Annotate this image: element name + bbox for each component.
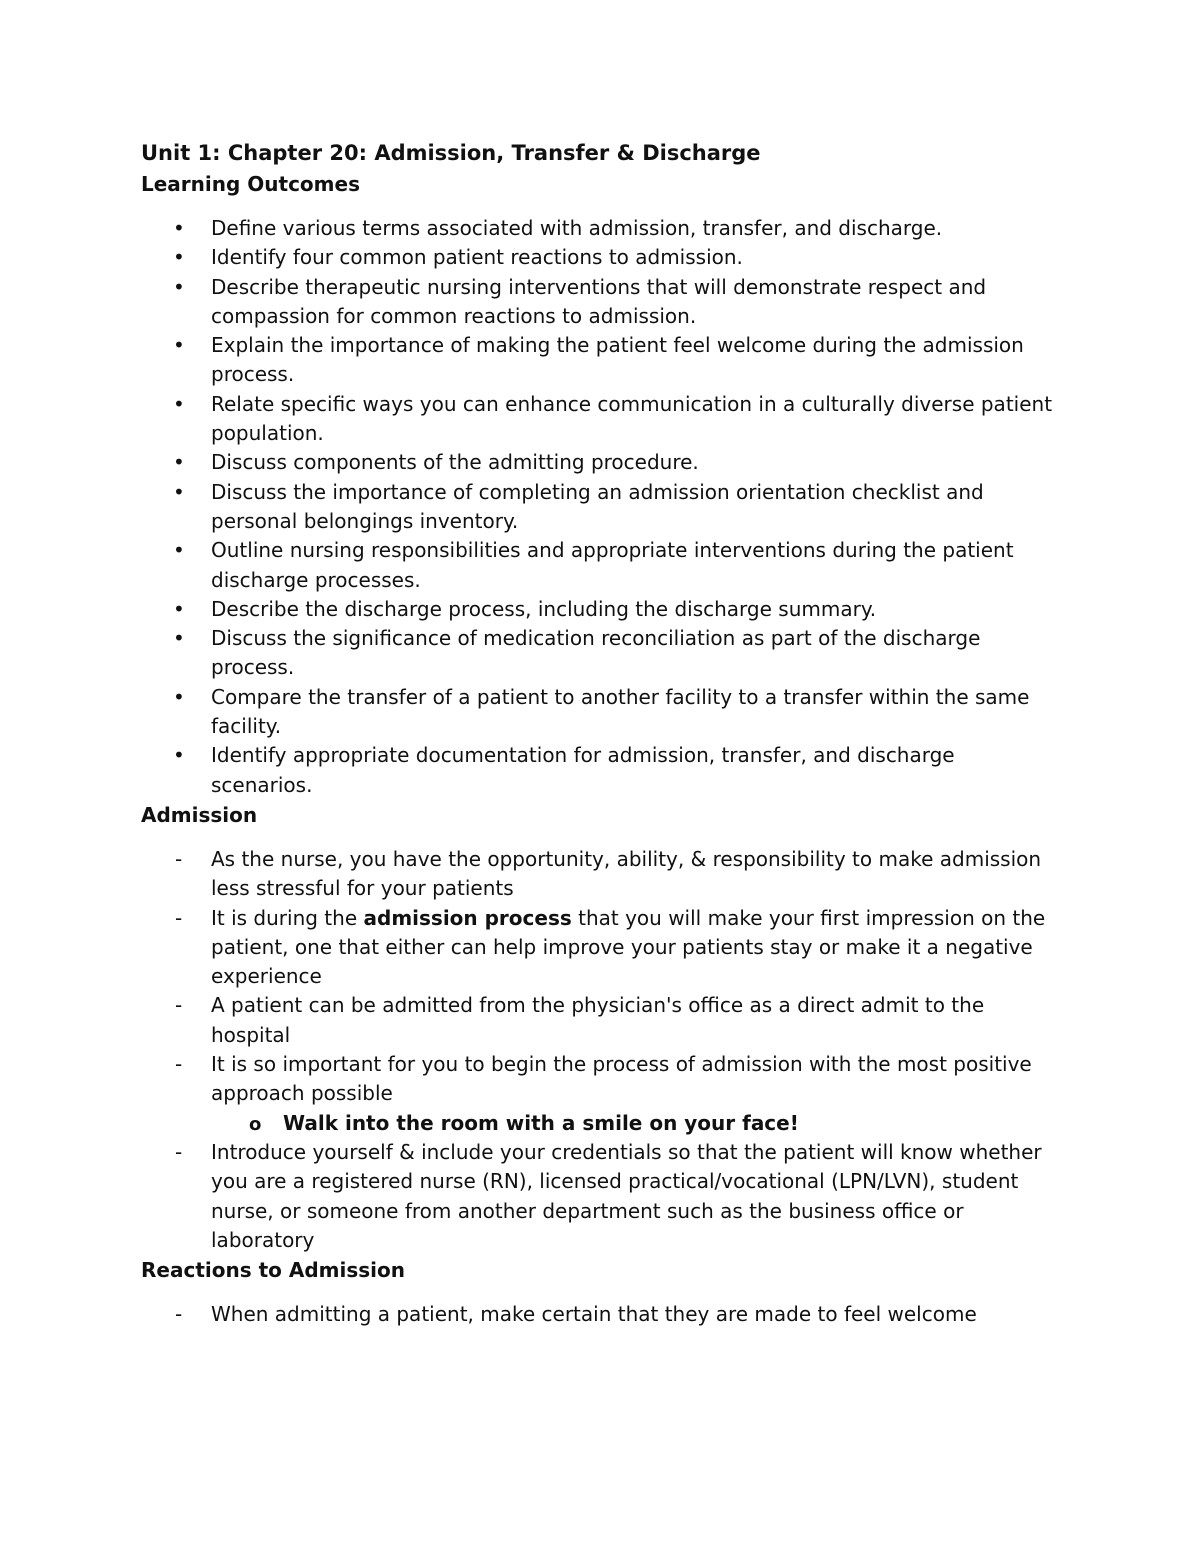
- bullet-icon: •: [173, 391, 185, 416]
- list-item: • Discuss the importance of completing an admission orientation checklist and personal belongings inventory.: [173, 479, 984, 533]
- dash-icon: -: [175, 905, 183, 930]
- dash-icon: -: [175, 1139, 183, 1164]
- learning-outcomes-heading: Learning Outcomes: [141, 172, 360, 196]
- list-item: - As the nurse, you have the opportunity, ability, & responsibility to make admission less stressful for your patients: [175, 846, 1042, 901]
- dash-icon: -: [175, 1302, 183, 1327]
- bullet-icon: •: [173, 684, 185, 709]
- document-content: [141, 138, 1061, 1329]
- bullet-icon: •: [173, 216, 185, 240]
- list-item: • Explain the importance of making the patient feel welcome during the admission process.: [173, 333, 1024, 387]
- bullet-icon: •: [173, 538, 185, 563]
- list-item: • Compare the transfer of a patient to another facility to a transfer within the same facility.: [173, 684, 1030, 739]
- bold-term: admission process: [363, 905, 572, 930]
- dash-icon: -: [175, 993, 183, 1018]
- list-item: • Identify four common patient reactions to admission.: [141, 243, 1061, 272]
- list-item: - It is so important for you to begin the process of admission with the most positive approach possible o Walk into the room with a smile on your face!: [141, 1050, 1061, 1138]
- reactions-heading: Reactions to Admission: [141, 1258, 405, 1283]
- list-item: - Introduce yourself & include your credentials so that the patient will know whether you are a registered nurse (RN), licensed practical/vocational (LPN/LVN), student nurse, or someone from another department such as the business office or laboratory: [175, 1139, 1042, 1252]
- list-item: • Discuss the significance of medication reconciliation as part of the discharge process.: [173, 626, 981, 680]
- list-item: • Describe the discharge process, including the discharge summary.: [141, 595, 1061, 624]
- learning-outcomes-list: [141, 214, 1061, 800]
- bullet-icon: •: [173, 333, 185, 358]
- bullet-icon: •: [173, 596, 185, 621]
- circle-bullet-icon: o: [249, 1113, 262, 1135]
- list-item: • Describe therapeutic nursing interventions that will demonstrate respect and compassion for common reactions to admission.: [173, 274, 987, 328]
- document-title: Unit 1: Chapter 20: Admission, Transfer & Discharge: [141, 141, 761, 165]
- dash-icon: -: [175, 846, 183, 871]
- admission-heading: Admission: [141, 802, 258, 827]
- list-item: • Relate specific ways you can enhance communication in a culturally diverse patient population.: [173, 391, 1053, 446]
- bullet-icon: •: [173, 245, 185, 270]
- list-item: • Define various terms associated with admission, transfer, and discharge.: [141, 214, 1061, 243]
- admission-sub-list: [141, 1109, 1061, 1138]
- bullet-icon: •: [173, 450, 185, 475]
- bullet-icon: •: [173, 743, 185, 768]
- admission-list: [141, 845, 1061, 1255]
- reactions-list: [141, 1300, 1061, 1329]
- list-item: • Identify appropriate documentation for admission, transfer, and discharge scenarios.: [173, 743, 955, 797]
- list-item: - A patient can be admitted from the physician's office as a direct admit to the hospital: [175, 993, 985, 1047]
- sub-list-item: o Walk into the room with a smile on your face!: [141, 1109, 1061, 1138]
- list-item: - It is during the admission process that you will make your first impression on the patient, one that either can help improve your patients stay or make it a negative experience: [175, 905, 1046, 989]
- dash-icon: -: [175, 1052, 183, 1077]
- list-item: - When admitting a patient, make certain that they are made to feel welcome: [141, 1300, 1061, 1329]
- bullet-icon: •: [173, 274, 185, 299]
- list-item: • Discuss components of the admitting procedure.: [141, 448, 1061, 477]
- bullet-icon: •: [173, 626, 185, 651]
- list-item: • Outline nursing responsibilities and appropriate interventions during the patient discharge processes.: [173, 538, 1014, 592]
- bullet-icon: •: [173, 479, 185, 504]
